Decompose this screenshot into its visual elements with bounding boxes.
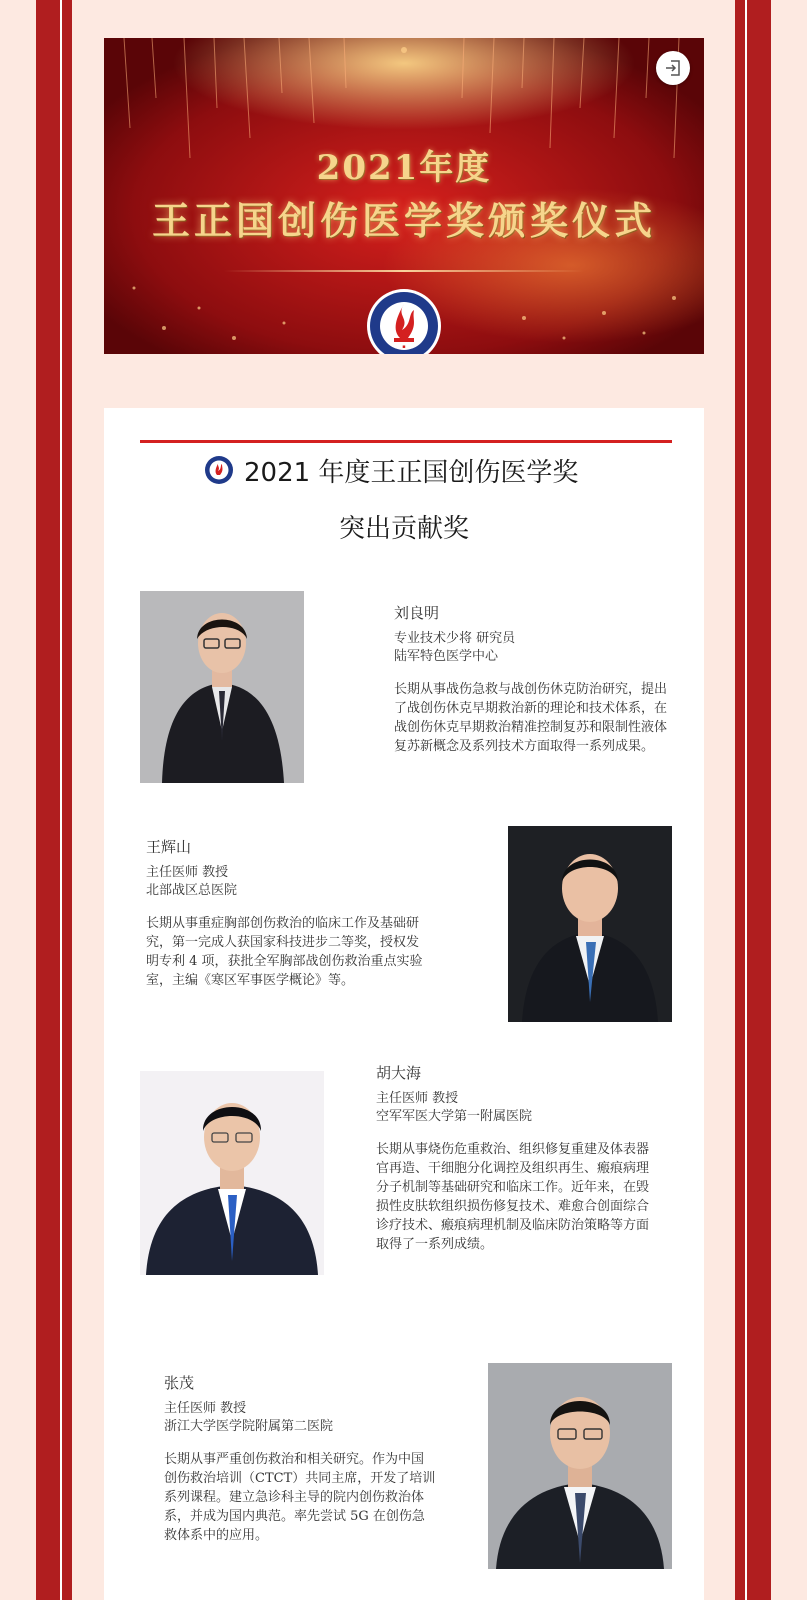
winner-name: 王辉山 [146,838,192,856]
top-red-rule [140,440,672,443]
ceremony-banner [104,38,704,354]
svg-text:▪: ▪ [402,344,406,350]
society-logo-icon [366,288,442,354]
winner-name: 胡大海 [376,1064,422,1082]
winner-org: 浙江大学医学院附属第二医院 [164,1419,334,1434]
banner-title: 王正国创伤医学奖颁奖仪式 [151,198,656,243]
award-card [104,408,704,1600]
winner-title: 主任医师 教授 [146,865,229,880]
exit-icon [664,59,682,77]
left-border-stripe [60,0,62,1600]
winner-org: 陆军特色医学中心 [394,649,499,664]
winner-description: 长期从事烧伤危重救治、组织修复重建及体表器官再造、干细胞分化调控及组织再生、瘢痕病理分子机制等基础研究和临床工作。近年来，在毁损性皮肤软组织损伤修复技术、难愈合创面综合诊疗技术、瘢痕病理机制及临床防治策略等方面取得了一系列成绩。 [376,1142,650,1252]
winner-title: 主任医师 教授 [164,1401,247,1416]
winner-photo-hu [140,1071,324,1275]
right-border [735,0,807,1600]
winner-info-hu [376,1064,658,1254]
winner-title: 专业技术少将 研究员 [394,631,516,646]
left-edge [0,0,36,1600]
banner-divider [224,270,584,272]
award-category: 突出贡献奖 [338,514,469,544]
winner-description: 长期从事战伤急救与战创伤休克防治研究，提出了战创伤休克早期救治新的理论和技术体系，在战创伤休克早期救治精准控制复苏和限制性液体复苏新概念及系列技术方面取得一系列成果。 [394,682,668,754]
winner-photo-zhang [488,1363,672,1569]
winner-org: 空军军医大学第一附属医院 [376,1109,533,1124]
winner-description: 长期从事严重创伤救治和相关研究。作为中国创伤救治培训（CTCT）共同主席，开发了培训系列课程。建立急诊科主导的院内创伤救治体系，并成为国内典范。率先尝试 5G 在创伤急救体系中的应用。 [164,1452,436,1543]
winner-name: 刘良明 [394,604,440,622]
right-border-stripe [745,0,747,1600]
winner-info-liu [394,604,676,756]
winner-title: 主任医师 教授 [376,1091,459,1106]
award-title: 2021 年度王正国创伤医学奖 [244,457,579,488]
society-logo-icon [204,455,234,485]
winner-photo-liu [140,591,304,783]
winner-photo-wang [508,826,672,1022]
winner-description: 长期从事重症胸部创伤救治的临床工作及基础研究，第一完成人获国家科技进步二等奖，授权发明专利 4 项，获批全军胸部战创伤救治重点实验室，主编《寒区军事医学概论》等。 [146,916,423,988]
winner-org: 北部战区总医院 [146,883,238,898]
banner-year: 2021年度 [316,148,492,188]
award-title-row [204,450,578,490]
exit-button[interactable] [656,51,690,85]
winner-name: 张茂 [164,1374,195,1392]
winner-info-wang [146,838,430,990]
right-edge [771,0,807,1600]
left-border [0,0,72,1600]
winner-info-zhang [164,1374,436,1545]
